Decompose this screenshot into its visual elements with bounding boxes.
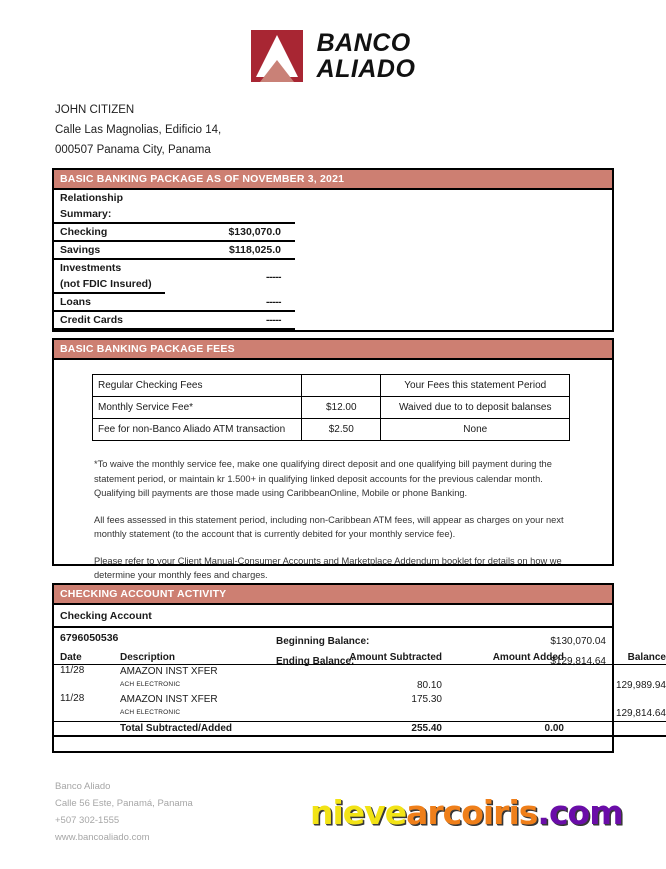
footer-bank-name: Banco Aliado (55, 781, 111, 792)
relationship-title-line2: Summary: (54, 206, 165, 223)
table-row (93, 397, 570, 419)
txn-1-description-cell (114, 693, 306, 722)
relationship-row-savings-label: Savings (54, 241, 165, 259)
beginning-balance-label: Beginning Balance: (276, 636, 370, 647)
total-balance (570, 722, 666, 737)
bank-name-line1: BANCO (316, 29, 411, 57)
relationship-row-investments-label2: (not FDIC Insured) (54, 276, 165, 293)
total-spacer (54, 722, 114, 737)
relationship-row-checking-label: Checking (54, 223, 165, 241)
column-header-description: Description (114, 650, 306, 665)
fees-row1-note: Waived due to to deposit balanses (381, 397, 570, 419)
table-row (54, 206, 612, 223)
relationship-row-investments-value: ----- (266, 270, 281, 283)
fees-notes (94, 457, 564, 583)
relationship-summary-table (54, 190, 612, 330)
column-header-amount-added: Amount Added (448, 650, 570, 665)
relationship-spacer (295, 259, 612, 276)
relationship-title-line1: Relationship (60, 192, 124, 204)
txn-1-subtracted-cell (306, 693, 448, 722)
relationship-spacer (295, 206, 612, 223)
txn-1-balance-spacer (576, 693, 666, 707)
txn-0-amount-subtracted: 80.10 (416, 680, 442, 691)
fees-row2-note: None (381, 419, 570, 441)
relationship-summary-header: BASIC BANKING PACKAGE AS OF NOVEMBER 3, 2021 (54, 170, 612, 190)
column-header-balance: Balance (570, 650, 666, 665)
balance-summary (276, 632, 606, 672)
fees-note-0: *To waive the monthly service fee, make one qualifying direct deposit and one qualifying bill payment during the statement period, or maintain kr 1.500+ in qualifying linked deposit accounts for the previous calendar month. Qualifying bill payments are those made using CaribbeanOnline, Mobile or phone Banking. (94, 459, 552, 498)
bank-logo (0, 30, 666, 82)
relationship-row-savings-value: $118,025.0 (165, 241, 295, 259)
customer-name: JOHN CITIZEN (55, 104, 135, 116)
table-row (54, 223, 612, 241)
footer-phone: +507 302-1555 (55, 815, 120, 826)
txn-0-description: AMAZON INST XFER (120, 666, 218, 677)
checking-activity-header: CHECKING ACCOUNT ACTIVITY (54, 585, 612, 605)
total-amount-added: 0.00 (448, 722, 570, 737)
beginning-balance-value: $130,070.04 (550, 636, 606, 647)
account-type-label: Checking Account (54, 605, 612, 628)
txn-0-balance: 129,989.94 (615, 680, 666, 691)
table-row (93, 419, 570, 441)
total-label: Total Subtracted/Added (114, 722, 306, 737)
fees-note-1: All fees assessed in this statement period, including non-Caribbean ATM fees, will appear as charges on your next monthly statement (to the account that is currently debited for your monthly service fee). (94, 514, 564, 539)
txn-1-balance-cell (570, 693, 666, 722)
table-row (54, 259, 612, 276)
table-row (54, 693, 666, 722)
watermark-part3: .com (537, 793, 623, 832)
fees-row1-label: Monthly Service Fee* (93, 397, 302, 419)
relationship-spacer (295, 241, 612, 259)
ending-balance-value: $129,814.64 (550, 656, 606, 667)
relationship-row-checking-value: $130,070.0 (165, 223, 295, 241)
banco-aliado-triangle-logo-icon (251, 30, 303, 82)
fees-header: BASIC BANKING PACKAGE FEES (54, 340, 612, 360)
fees-section (52, 338, 614, 580)
txn-0-date: 11/28 (60, 665, 85, 676)
fees-table (92, 374, 570, 441)
table-row (54, 276, 612, 293)
relationship-spacer (295, 276, 612, 293)
fees-row0-note: Your Fees this statement Period (381, 375, 570, 397)
fees-body (54, 374, 612, 583)
table-row-total (54, 722, 666, 737)
table-row (54, 293, 612, 311)
fees-row0-label: Regular Checking Fees (93, 375, 302, 397)
column-header-amount-subtracted: Amount Subtracted (306, 650, 448, 665)
fees-note-2: Please refer to your Client Manual-Consumer Accounts and Marketplace Addendum booklet for details on how we determine your monthly fees and charges. (94, 555, 562, 580)
txn-1-balance: 129,814.64 (615, 708, 666, 719)
relationship-row-loans-value: ----- (165, 293, 295, 311)
bank-name-line2: ALIADO (316, 55, 416, 83)
txn-1-amount-subtracted: 175.30 (411, 694, 442, 705)
relationship-row-creditcards-label: Credit Cards (54, 311, 165, 329)
relationship-title-value-blank (165, 190, 295, 206)
relationship-spacer (295, 311, 612, 329)
ending-balance-label: Ending Balance: (276, 656, 355, 667)
customer-address-line1: Calle Las Magnolias, Edificio 14, (55, 124, 222, 136)
table-row (54, 241, 612, 259)
txn-1-sub-description: ACH ELECTRONIC (120, 709, 181, 716)
beginning-balance-row (276, 632, 606, 652)
txn-1-description: AMAZON INST XFER (120, 694, 218, 705)
ending-balance-row (276, 652, 606, 672)
column-header-date: Date (54, 650, 114, 665)
bank-name (317, 30, 416, 82)
watermark-part1: nieve (310, 793, 407, 832)
account-number: 6796050536 (60, 632, 119, 644)
txn-1-added-cell (448, 693, 570, 722)
footer-website: www.bancoaliado.com (55, 832, 150, 843)
footer-address: Calle 56 Este, Panamá, Panama (55, 798, 193, 809)
bank-footer-contact (55, 778, 193, 846)
relationship-row-investments-label: Investments (60, 262, 122, 274)
relationship-title-value-blank2 (165, 206, 295, 223)
checking-activity-section (52, 583, 666, 753)
relationship-spacer (295, 223, 612, 241)
txn-0-sub-description: ACH ELECTRONIC (120, 681, 181, 688)
fees-row2-label: Fee for non-Banco Aliado ATM transaction (93, 419, 302, 441)
watermark-part2: arcoiris (406, 793, 538, 832)
table-row (54, 311, 612, 329)
table-row (54, 190, 612, 206)
fees-row2-amount: $2.50 (302, 419, 381, 441)
relationship-spacer (295, 293, 612, 311)
relationship-summary-body (54, 190, 612, 330)
logo-salmon-triangle-icon (260, 60, 294, 82)
fees-row1-amount: $12.00 (302, 397, 381, 419)
table-row (93, 375, 570, 397)
relationship-summary-section (52, 168, 614, 332)
relationship-spacer (295, 190, 612, 206)
txn-1-date: 11/28 (60, 693, 85, 704)
site-watermark (310, 793, 623, 832)
total-amount-subtracted: 255.40 (306, 722, 448, 737)
relationship-row-creditcards-value: ----- (165, 311, 295, 329)
customer-address-line2: 000507 Panama City, Panama (55, 144, 211, 156)
relationship-row-loans-label: Loans (54, 293, 165, 311)
fees-row0-amount (302, 375, 381, 397)
customer-address-block (55, 100, 221, 160)
